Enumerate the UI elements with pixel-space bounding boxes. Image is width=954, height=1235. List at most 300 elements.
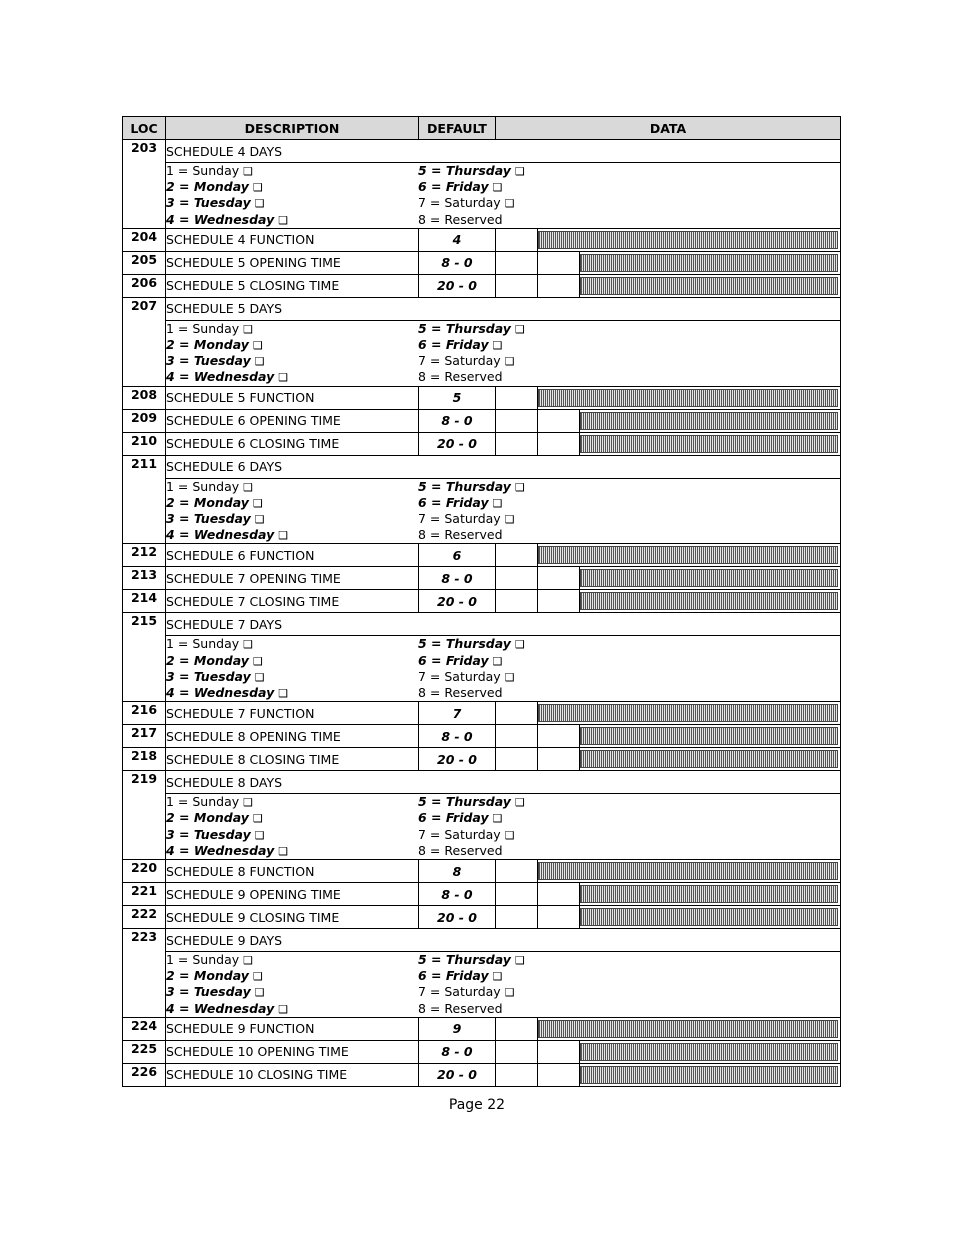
day-label: 3 = Tuesday xyxy=(166,984,251,1000)
day-option xyxy=(418,527,525,542)
day-label: 4 = Wednesday xyxy=(166,369,275,385)
day-option xyxy=(418,511,525,527)
day-column-left xyxy=(166,321,418,386)
data-entry-cell xyxy=(496,906,841,929)
description-cell: SCHEDULE 8 OPENING TIME xyxy=(166,725,419,748)
day-option xyxy=(166,843,418,859)
day-label: 1 = Sunday xyxy=(166,320,240,336)
day-option xyxy=(418,212,525,227)
day-column-right xyxy=(418,794,525,858)
checkbox-icon[interactable]: ❑ xyxy=(514,954,525,968)
loc-cell: 218 xyxy=(123,748,166,771)
day-label: 1 = Sunday xyxy=(166,794,240,810)
day-label: 6 = Friday xyxy=(418,810,489,826)
data-entry-boxes xyxy=(496,229,838,251)
description-cell: SCHEDULE 8 CLOSING TIME xyxy=(166,748,419,771)
checkbox-icon[interactable]: ❑ xyxy=(504,670,515,684)
checkbox-icon[interactable]: ❑ xyxy=(254,355,265,369)
data-entry-box[interactable] xyxy=(538,410,580,432)
data-entry-box[interactable] xyxy=(538,1064,580,1086)
day-option xyxy=(166,669,418,685)
checkbox-icon[interactable]: ❑ xyxy=(278,371,289,385)
checkbox-icon[interactable]: ❑ xyxy=(504,355,515,369)
loc-cell: 217 xyxy=(123,725,166,748)
description-cell: SCHEDULE 9 FUNCTION xyxy=(166,1017,419,1040)
checkbox-icon[interactable]: ❑ xyxy=(504,986,515,1000)
data-entry-boxes xyxy=(496,1041,838,1063)
table-row xyxy=(123,906,841,929)
day-option xyxy=(166,163,418,179)
data-entry-boxes xyxy=(496,1064,838,1086)
unused-hatched-area xyxy=(538,862,838,880)
checkbox-icon[interactable]: ❑ xyxy=(243,954,254,968)
data-entry-box[interactable] xyxy=(538,725,580,747)
loc-cell: 213 xyxy=(123,567,166,590)
description-cell: SCHEDULE 8 FUNCTION xyxy=(166,860,419,883)
data-entry-box[interactable] xyxy=(496,567,538,589)
unused-hatched-area xyxy=(580,1066,838,1084)
day-option xyxy=(166,1001,418,1017)
table-row xyxy=(123,455,841,478)
day-label: 2 = Monday xyxy=(166,810,249,826)
data-entry-boxes xyxy=(496,590,838,612)
day-label: 4 = Wednesday xyxy=(166,527,275,543)
day-option xyxy=(418,195,525,211)
table-row xyxy=(123,544,841,567)
table-row xyxy=(123,432,841,455)
data-entry-box[interactable] xyxy=(496,748,538,770)
day-option xyxy=(166,794,418,810)
checkbox-icon[interactable]: ❑ xyxy=(254,670,265,684)
data-entry-box[interactable] xyxy=(496,1018,538,1040)
day-label: 2 = Monday xyxy=(166,494,249,510)
day-label: 8 = Reserved xyxy=(418,527,503,543)
data-entry-boxes xyxy=(496,544,838,566)
description-cell: SCHEDULE 7 DAYS xyxy=(166,613,841,636)
header-loc: LOC xyxy=(123,117,166,140)
checkbox-icon[interactable]: ❑ xyxy=(492,654,503,668)
loc-cell: 207 xyxy=(123,297,166,386)
day-option xyxy=(166,952,418,968)
day-label: 2 = Monday xyxy=(166,652,249,668)
day-label: 8 = Reserved xyxy=(418,211,503,227)
table-row xyxy=(123,1040,841,1063)
header-default: DEFAULT xyxy=(419,117,496,140)
description-cell: SCHEDULE 10 OPENING TIME xyxy=(166,1040,419,1063)
table-row xyxy=(123,771,841,794)
day-label: 5 = Thursday xyxy=(418,478,511,494)
day-label: 6 = Friday xyxy=(418,968,489,984)
day-label: 6 = Friday xyxy=(418,337,489,353)
checkbox-icon[interactable]: ❑ xyxy=(252,181,263,195)
day-option xyxy=(418,952,525,968)
data-entry-box[interactable] xyxy=(496,860,538,882)
checkbox-icon[interactable]: ❑ xyxy=(252,496,263,510)
table-row xyxy=(123,748,841,771)
checkbox-icon[interactable]: ❑ xyxy=(492,496,503,510)
day-column-right xyxy=(418,163,525,227)
header-description: DESCRIPTION xyxy=(166,117,419,140)
unused-hatched-area xyxy=(580,412,838,430)
loc-cell: 210 xyxy=(123,432,166,455)
description-cell: SCHEDULE 6 DAYS xyxy=(166,455,841,478)
unused-hatched-area xyxy=(580,254,838,272)
data-entry-box[interactable] xyxy=(538,1041,580,1063)
loc-cell: 204 xyxy=(123,228,166,251)
data-entry-cell xyxy=(496,274,841,297)
day-option xyxy=(418,653,525,669)
default-cell: 20 - 0 xyxy=(419,274,496,297)
data-entry-cell xyxy=(496,1040,841,1063)
unused-hatched-area xyxy=(580,592,838,610)
data-entry-box[interactable] xyxy=(538,252,580,274)
day-label: 1 = Sunday xyxy=(166,952,240,968)
data-entry-box[interactable] xyxy=(538,567,580,589)
description-cell: SCHEDULE 6 FUNCTION xyxy=(166,544,419,567)
day-label: 8 = Reserved xyxy=(418,369,503,385)
data-entry-box[interactable] xyxy=(538,883,580,905)
data-entry-box[interactable] xyxy=(496,544,538,566)
table-row xyxy=(123,251,841,274)
description-cell: SCHEDULE 5 CLOSING TIME xyxy=(166,274,419,297)
data-entry-box[interactable] xyxy=(496,590,538,612)
checkbox-icon[interactable]: ❑ xyxy=(492,812,503,826)
checkbox-icon[interactable]: ❑ xyxy=(492,970,503,984)
data-entry-boxes xyxy=(496,567,838,589)
data-entry-boxes xyxy=(496,906,838,928)
checkbox-icon[interactable]: ❑ xyxy=(252,339,263,353)
loc-cell: 223 xyxy=(123,929,166,1018)
data-entry-cell xyxy=(496,409,841,432)
unused-hatched-area xyxy=(580,908,838,926)
day-options xyxy=(166,794,841,860)
checkbox-icon[interactable]: ❑ xyxy=(514,322,525,336)
loc-cell: 206 xyxy=(123,274,166,297)
day-column-right xyxy=(418,479,525,543)
day-label: 5 = Thursday xyxy=(418,163,511,178)
table-row xyxy=(123,702,841,725)
data-entry-boxes xyxy=(496,702,838,724)
programming-table xyxy=(122,116,841,1087)
day-label: 6 = Friday xyxy=(418,652,489,668)
checkbox-icon[interactable]: ❑ xyxy=(278,213,289,227)
day-option xyxy=(166,369,418,385)
unused-hatched-area xyxy=(538,389,838,407)
data-entry-boxes xyxy=(496,725,838,747)
default-cell: 20 - 0 xyxy=(419,748,496,771)
data-entry-cell xyxy=(496,590,841,613)
data-entry-box[interactable] xyxy=(496,229,538,251)
day-option xyxy=(418,843,525,858)
checkbox-icon[interactable]: ❑ xyxy=(254,513,265,527)
default-cell: 20 - 0 xyxy=(419,590,496,613)
unused-hatched-area xyxy=(538,546,838,564)
checkbox-icon[interactable]: ❑ xyxy=(252,654,263,668)
unused-hatched-area xyxy=(580,885,838,903)
day-options xyxy=(166,952,841,1018)
checkbox-icon[interactable]: ❑ xyxy=(252,970,263,984)
day-option xyxy=(418,827,525,843)
description-cell: SCHEDULE 4 DAYS xyxy=(166,140,841,163)
day-option xyxy=(166,810,418,826)
table-row xyxy=(123,860,841,883)
data-entry-box[interactable] xyxy=(496,387,538,409)
day-column-left xyxy=(166,952,418,1017)
default-cell: 20 - 0 xyxy=(419,906,496,929)
data-entry-box[interactable] xyxy=(496,906,538,928)
day-option xyxy=(418,968,525,984)
day-label: 2 = Monday xyxy=(166,968,249,984)
day-option xyxy=(418,337,525,353)
day-column-left xyxy=(166,163,418,228)
checkbox-icon[interactable]: ❑ xyxy=(492,339,503,353)
day-option xyxy=(166,984,418,1000)
data-entry-boxes xyxy=(496,860,838,882)
description-cell: SCHEDULE 7 FUNCTION xyxy=(166,702,419,725)
default-cell: 5 xyxy=(419,386,496,409)
loc-cell: 220 xyxy=(123,860,166,883)
data-entry-boxes xyxy=(496,433,838,455)
data-entry-box[interactable] xyxy=(538,906,580,928)
data-entry-box[interactable] xyxy=(496,725,538,747)
day-option xyxy=(166,179,418,195)
data-entry-box[interactable] xyxy=(538,275,580,297)
day-option xyxy=(418,636,525,652)
day-option xyxy=(166,968,418,984)
day-option xyxy=(418,669,525,685)
data-entry-box[interactable] xyxy=(496,275,538,297)
checkbox-icon[interactable]: ❑ xyxy=(504,197,515,211)
checkbox-icon[interactable]: ❑ xyxy=(504,513,515,527)
description-cell: SCHEDULE 5 DAYS xyxy=(166,297,841,320)
table-row xyxy=(123,1017,841,1040)
checkbox-icon[interactable]: ❑ xyxy=(278,1002,289,1016)
day-options-row xyxy=(123,478,841,544)
day-column-right xyxy=(418,636,525,700)
description-cell: SCHEDULE 9 CLOSING TIME xyxy=(166,906,419,929)
data-entry-box[interactable] xyxy=(496,252,538,274)
checkbox-icon[interactable]: ❑ xyxy=(254,197,265,211)
day-label: 7 = Saturday xyxy=(418,353,501,369)
unused-hatched-area xyxy=(580,1043,838,1061)
day-label: 3 = Tuesday xyxy=(166,668,251,684)
checkbox-icon[interactable]: ❑ xyxy=(492,181,503,195)
checkbox-icon[interactable]: ❑ xyxy=(514,796,525,810)
day-option xyxy=(418,810,525,826)
day-option xyxy=(166,495,418,511)
unused-hatched-area xyxy=(580,727,838,745)
day-option xyxy=(418,794,525,810)
table-row xyxy=(123,274,841,297)
day-label: 7 = Saturday xyxy=(418,195,501,211)
checkbox-icon[interactable]: ❑ xyxy=(254,986,265,1000)
checkbox-icon[interactable]: ❑ xyxy=(252,812,263,826)
data-entry-box[interactable] xyxy=(538,748,580,770)
unused-hatched-area xyxy=(538,704,838,722)
data-entry-boxes xyxy=(496,387,838,409)
table-row xyxy=(123,228,841,251)
data-entry-box[interactable] xyxy=(496,410,538,432)
day-label: 4 = Wednesday xyxy=(166,1000,275,1016)
loc-cell: 226 xyxy=(123,1063,166,1086)
data-entry-cell xyxy=(496,386,841,409)
loc-cell: 225 xyxy=(123,1040,166,1063)
day-option xyxy=(166,353,418,369)
day-label: 1 = Sunday xyxy=(166,163,240,178)
data-entry-box[interactable] xyxy=(496,1064,538,1086)
day-label: 4 = Wednesday xyxy=(166,211,275,227)
description-cell: SCHEDULE 8 DAYS xyxy=(166,771,841,794)
table-row xyxy=(123,590,841,613)
description-cell: SCHEDULE 5 OPENING TIME xyxy=(166,251,419,274)
loc-cell: 205 xyxy=(123,251,166,274)
description-cell: SCHEDULE 4 FUNCTION xyxy=(166,228,419,251)
unused-hatched-area xyxy=(580,277,838,295)
checkbox-icon[interactable]: ❑ xyxy=(243,322,254,336)
day-column-left xyxy=(166,636,418,701)
data-entry-cell xyxy=(496,228,841,251)
data-entry-cell xyxy=(496,725,841,748)
day-label: 1 = Sunday xyxy=(166,478,240,494)
day-option xyxy=(418,1001,525,1016)
default-cell: 20 - 0 xyxy=(419,432,496,455)
day-option xyxy=(418,353,525,369)
day-options xyxy=(166,320,841,386)
table-row xyxy=(123,140,841,163)
day-option xyxy=(166,636,418,652)
description-cell: SCHEDULE 9 OPENING TIME xyxy=(166,883,419,906)
checkbox-icon[interactable]: ❑ xyxy=(514,480,525,494)
default-cell: 8 - 0 xyxy=(419,567,496,590)
default-cell: 20 - 0 xyxy=(419,1063,496,1086)
day-label: 5 = Thursday xyxy=(418,636,511,652)
day-options-row xyxy=(123,636,841,702)
data-entry-box[interactable] xyxy=(538,433,580,455)
checkbox-icon[interactable]: ❑ xyxy=(243,480,254,494)
loc-cell: 214 xyxy=(123,590,166,613)
header-row xyxy=(123,117,841,140)
day-option xyxy=(166,827,418,843)
day-options xyxy=(166,163,841,229)
day-option xyxy=(418,495,525,511)
day-option xyxy=(166,321,418,337)
checkbox-icon[interactable]: ❑ xyxy=(278,844,289,858)
description-cell: SCHEDULE 10 CLOSING TIME xyxy=(166,1063,419,1086)
day-options xyxy=(166,636,841,702)
table-row xyxy=(123,567,841,590)
table-body xyxy=(123,140,841,1087)
data-entry-box[interactable] xyxy=(496,883,538,905)
data-entry-box[interactable] xyxy=(496,1041,538,1063)
data-entry-boxes xyxy=(496,883,838,905)
checkbox-icon[interactable]: ❑ xyxy=(278,687,289,701)
day-label: 6 = Friday xyxy=(418,179,489,195)
loc-cell: 203 xyxy=(123,140,166,229)
loc-cell: 224 xyxy=(123,1017,166,1040)
loc-cell: 216 xyxy=(123,702,166,725)
day-option xyxy=(166,337,418,353)
checkbox-icon[interactable]: ❑ xyxy=(243,796,254,810)
day-option xyxy=(418,984,525,1000)
data-entry-cell xyxy=(496,860,841,883)
data-entry-cell xyxy=(496,1017,841,1040)
checkbox-icon[interactable]: ❑ xyxy=(243,638,254,652)
table-row xyxy=(123,883,841,906)
default-cell: 8 - 0 xyxy=(419,409,496,432)
table-row xyxy=(123,297,841,320)
data-entry-box[interactable] xyxy=(496,433,538,455)
day-label: 5 = Thursday xyxy=(418,952,511,968)
programming-sheet xyxy=(122,116,840,1087)
default-cell: 8 - 0 xyxy=(419,1040,496,1063)
day-label: 8 = Reserved xyxy=(418,685,503,701)
data-entry-boxes xyxy=(496,1018,838,1040)
description-cell: SCHEDULE 9 DAYS xyxy=(166,929,841,952)
day-label: 8 = Reserved xyxy=(418,1000,503,1016)
default-cell: 7 xyxy=(419,702,496,725)
data-entry-boxes xyxy=(496,748,838,770)
day-label: 5 = Thursday xyxy=(418,320,511,336)
checkbox-icon[interactable]: ❑ xyxy=(254,828,265,842)
unused-hatched-area xyxy=(580,750,838,768)
day-option xyxy=(166,195,418,211)
default-cell: 8 - 0 xyxy=(419,725,496,748)
description-cell: SCHEDULE 7 CLOSING TIME xyxy=(166,590,419,613)
data-entry-cell xyxy=(496,748,841,771)
default-cell: 4 xyxy=(419,228,496,251)
data-entry-cell xyxy=(496,1063,841,1086)
day-option xyxy=(418,369,525,384)
day-option xyxy=(418,479,525,495)
checkbox-icon[interactable]: ❑ xyxy=(504,828,515,842)
day-options-row xyxy=(123,320,841,386)
day-label: 7 = Saturday xyxy=(418,984,501,1000)
day-label: 7 = Saturday xyxy=(418,511,501,527)
page-number: Page 22 xyxy=(448,1097,506,1113)
loc-cell: 211 xyxy=(123,455,166,544)
loc-cell: 209 xyxy=(123,409,166,432)
day-label: 3 = Tuesday xyxy=(166,826,251,842)
day-column-left xyxy=(166,479,418,544)
day-option xyxy=(418,163,525,179)
table-row xyxy=(123,386,841,409)
default-cell: 8 - 0 xyxy=(419,883,496,906)
data-entry-box[interactable] xyxy=(538,590,580,612)
day-option xyxy=(166,511,418,527)
unused-hatched-area xyxy=(538,1020,838,1038)
data-entry-box[interactable] xyxy=(496,702,538,724)
checkbox-icon[interactable]: ❑ xyxy=(278,529,289,543)
data-entry-boxes xyxy=(496,275,838,297)
header-data: DATA xyxy=(496,117,841,140)
checkbox-icon[interactable]: ❑ xyxy=(514,638,525,652)
loc-cell: 222 xyxy=(123,906,166,929)
day-options-row xyxy=(123,163,841,229)
default-cell: 8 xyxy=(419,860,496,883)
checkbox-icon[interactable]: ❑ xyxy=(243,165,254,178)
day-label: 1 = Sunday xyxy=(166,636,240,652)
day-options-row xyxy=(123,952,841,1018)
day-column-right xyxy=(418,321,525,385)
unused-hatched-area xyxy=(580,435,838,453)
checkbox-icon[interactable]: ❑ xyxy=(514,165,525,178)
day-label: 4 = Wednesday xyxy=(166,685,275,701)
day-column-left xyxy=(166,794,418,859)
loc-cell: 215 xyxy=(123,613,166,702)
table-row xyxy=(123,613,841,636)
data-entry-cell xyxy=(496,432,841,455)
data-entry-boxes xyxy=(496,410,838,432)
